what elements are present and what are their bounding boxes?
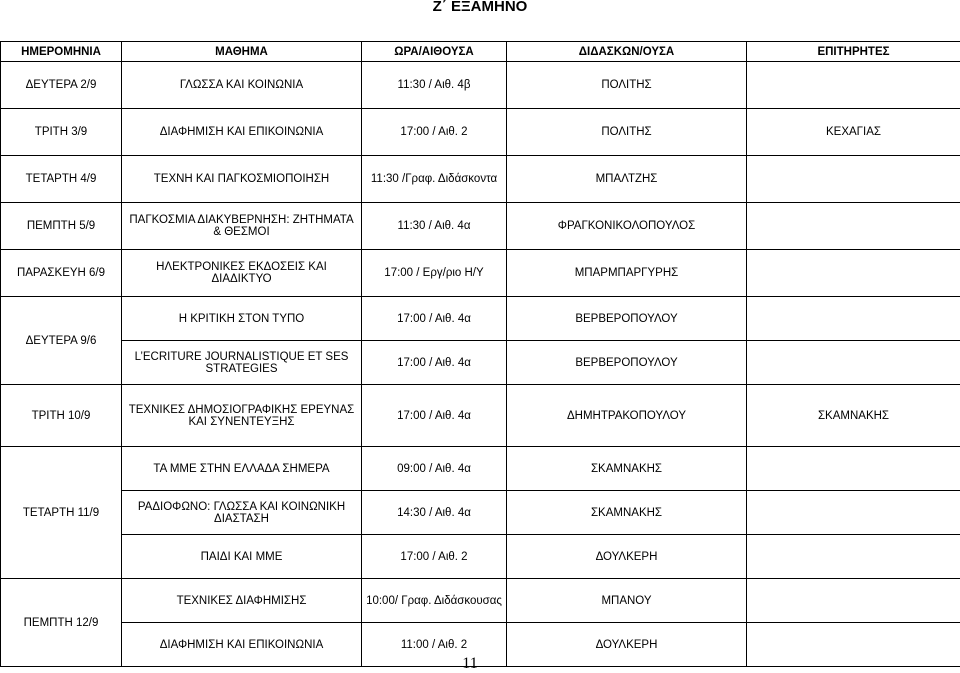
column-header-proctors: ΕΠΙΤΗΡΗΤΕΣ: [747, 42, 960, 62]
time-room-cell: 17:00 / Αιθ. 2: [362, 535, 507, 579]
proctor-cell: [747, 62, 960, 109]
course-cell: ΠΑΓΚΟΣΜΙΑ ΔΙΑΚΥΒΕΡΝΗΣΗ: ΖΗΤΗΜΑΤΑ & ΘΕΣΜΟΙ: [122, 203, 362, 250]
proctor-cell: [747, 341, 960, 385]
course-cell: ΔΙΑΦΗΜΙΣΗ ΚΑΙ ΕΠΙΚΟΙΝΩΝΙΑ: [122, 109, 362, 156]
course-cell: ΡΑΔΙΟΦΩΝΟ: ΓΛΩΣΣΑ ΚΑΙ ΚΟΙΝΩΝΙΚΗ ΔΙΑΣΤΑΣΗ: [122, 491, 362, 535]
table-row: [1, 535, 960, 579]
teacher-cell: ΣΚΑΜΝΑΚΗΣ: [507, 447, 747, 491]
proctor-cell: ΣΚΑΜΝΑΚΗΣ: [747, 385, 960, 447]
teacher-cell: ΔΟΥΛΚΕΡΗ: [507, 535, 747, 579]
time-room-cell: 09:00 / Αιθ. 4α: [362, 447, 507, 491]
teacher-cell: ΜΠΑΡΜΠΑΡΓΥΡΗΣ: [507, 250, 747, 297]
proctor-cell: [747, 250, 960, 297]
teacher-cell: ΣΚΑΜΝΑΚΗΣ: [507, 491, 747, 535]
date-cell: ΤΕΤΑΡΤΗ 4/9: [1, 156, 122, 203]
time-room-cell: 14:30 / Αιθ. 4α: [362, 491, 507, 535]
course-cell: ΤΕΧΝΙΚΕΣ ΔΙΑΦΗΜΙΣΗΣ: [122, 579, 362, 623]
table-row: [1, 109, 960, 156]
proctor-cell: [747, 447, 960, 491]
teacher-cell: ΠΟΛΙΤΗΣ: [507, 109, 747, 156]
time-room-cell: 17:00 / Αιθ. 4α: [362, 385, 507, 447]
course-cell: ΤΕΧΝΙΚΕΣ ΔΗΜΟΣΙΟΓΡΑΦΙΚΗΣ ΕΡΕΥΝΑΣ ΚΑΙ ΣΥΝΕΝΤΕΥΞΗΣ: [122, 385, 362, 447]
course-cell: ΠΑΙΔΙ ΚΑΙ ΜΜΕ: [122, 535, 362, 579]
time-room-cell: 17:00 / Αιθ. 4α: [362, 341, 507, 385]
teacher-cell: ΜΠΑΛΤΖΗΣ: [507, 156, 747, 203]
date-cell: ΤΡΙΤΗ 10/9: [1, 385, 122, 447]
proctor-cell: [747, 491, 960, 535]
teacher-cell: ΒΕΡΒΕΡΟΠΟΥΛΟΥ: [507, 297, 747, 341]
page-title: Ζ΄ ΕΞΑΜΗΝΟ: [0, 0, 960, 14]
time-room-cell: 11:30 / Αιθ. 4β: [362, 62, 507, 109]
proctor-cell: [747, 297, 960, 341]
course-cell: Η ΚΡΙΤΙΚΗ ΣΤΟΝ ΤΥΠΟ: [122, 297, 362, 341]
table-row: [1, 579, 960, 623]
page-number: 11: [0, 655, 940, 673]
time-room-cell: 17:00 / Εργ/ριο Η/Υ: [362, 250, 507, 297]
proctor-cell: ΚΕΧΑΓΙΑΣ: [747, 109, 960, 156]
column-header-teacher: ΔΙΔΑΣΚΩΝ/ΟΥΣΑ: [507, 42, 747, 62]
date-cell: ΠΕΜΠΤΗ 5/9: [1, 203, 122, 250]
teacher-cell: ΔΟΥΛΚΕΡΗ: [507, 623, 747, 667]
column-header-time-room: ΩΡΑ/ΑΙΘΟΥΣΑ: [362, 42, 507, 62]
teacher-cell: ΔΗΜΗΤΡΑΚΟΠΟΥΛΟΥ: [507, 385, 747, 447]
date-cell: ΠΕΜΠΤΗ 12/9: [1, 579, 122, 667]
column-header-date: ΗΜΕΡΟΜΗΝΙΑ: [1, 42, 122, 62]
date-cell: ΔΕΥΤΕΡΑ 9/6: [1, 297, 122, 385]
table-header-row: [1, 42, 960, 62]
time-room-cell: 11:30 /Γραφ. Διδάσκοντα: [362, 156, 507, 203]
course-cell: L’ECRITURE JOURNALISTIQUE ET SES STRATEGIES: [122, 341, 362, 385]
table-row: [1, 385, 960, 447]
date-cell: ΤΡΙΤΗ 3/9: [1, 109, 122, 156]
table-row: [1, 250, 960, 297]
table-row: [1, 447, 960, 491]
table-row: [1, 156, 960, 203]
date-cell: ΔΕΥΤΕΡΑ 2/9: [1, 62, 122, 109]
table-row: [1, 341, 960, 385]
time-room-cell: 17:00 / Αιθ. 4α: [362, 297, 507, 341]
teacher-cell: ΠΟΛΙΤΗΣ: [507, 62, 747, 109]
course-cell: ΤΕΧΝΗ ΚΑΙ ΠΑΓΚΟΣΜΙΟΠΟΙΗΣΗ: [122, 156, 362, 203]
time-room-cell: 10:00/ Γραφ. Διδάσκουσας: [362, 579, 507, 623]
proctor-cell: [747, 156, 960, 203]
course-cell: ΔΙΑΦΗΜΙΣΗ ΚΑΙ ΕΠΙΚΟΙΝΩΝΙΑ: [122, 623, 362, 667]
teacher-cell: ΦΡΑΓΚΟΝΙΚΟΛΟΠΟΥΛΟΣ: [507, 203, 747, 250]
course-cell: ΓΛΩΣΣΑ ΚΑΙ ΚΟΙΝΩΝΙΑ: [122, 62, 362, 109]
course-cell: ΤΑ ΜΜΕ ΣΤΗΝ ΕΛΛΑΔΑ ΣΗΜΕΡΑ: [122, 447, 362, 491]
teacher-cell: ΜΠΑΝΟΥ: [507, 579, 747, 623]
date-cell: ΠΑΡΑΣΚΕΥΗ 6/9: [1, 250, 122, 297]
exam-schedule-table: [0, 41, 960, 667]
table-row: [1, 297, 960, 341]
proctor-cell: [747, 579, 960, 623]
teacher-cell: ΒΕΡΒΕΡΟΠΟΥΛΟΥ: [507, 341, 747, 385]
course-cell: ΗΛΕΚΤΡΟΝΙΚΕΣ ΕΚΔΟΣΕΙΣ ΚΑΙ ΔΙΑΔΙΚΤΥΟ: [122, 250, 362, 297]
table-row: [1, 62, 960, 109]
time-room-cell: 11:00 / Αιθ. 2: [362, 623, 507, 667]
date-cell: ΤΕΤΑΡΤΗ 11/9: [1, 447, 122, 579]
time-room-cell: 17:00 / Αιθ. 2: [362, 109, 507, 156]
table-row: [1, 491, 960, 535]
column-header-course: ΜΑΘΗΜΑ: [122, 42, 362, 62]
proctor-cell: [747, 203, 960, 250]
time-room-cell: 11:30 / Αιθ. 4α: [362, 203, 507, 250]
proctor-cell: [747, 535, 960, 579]
table-row: [1, 203, 960, 250]
